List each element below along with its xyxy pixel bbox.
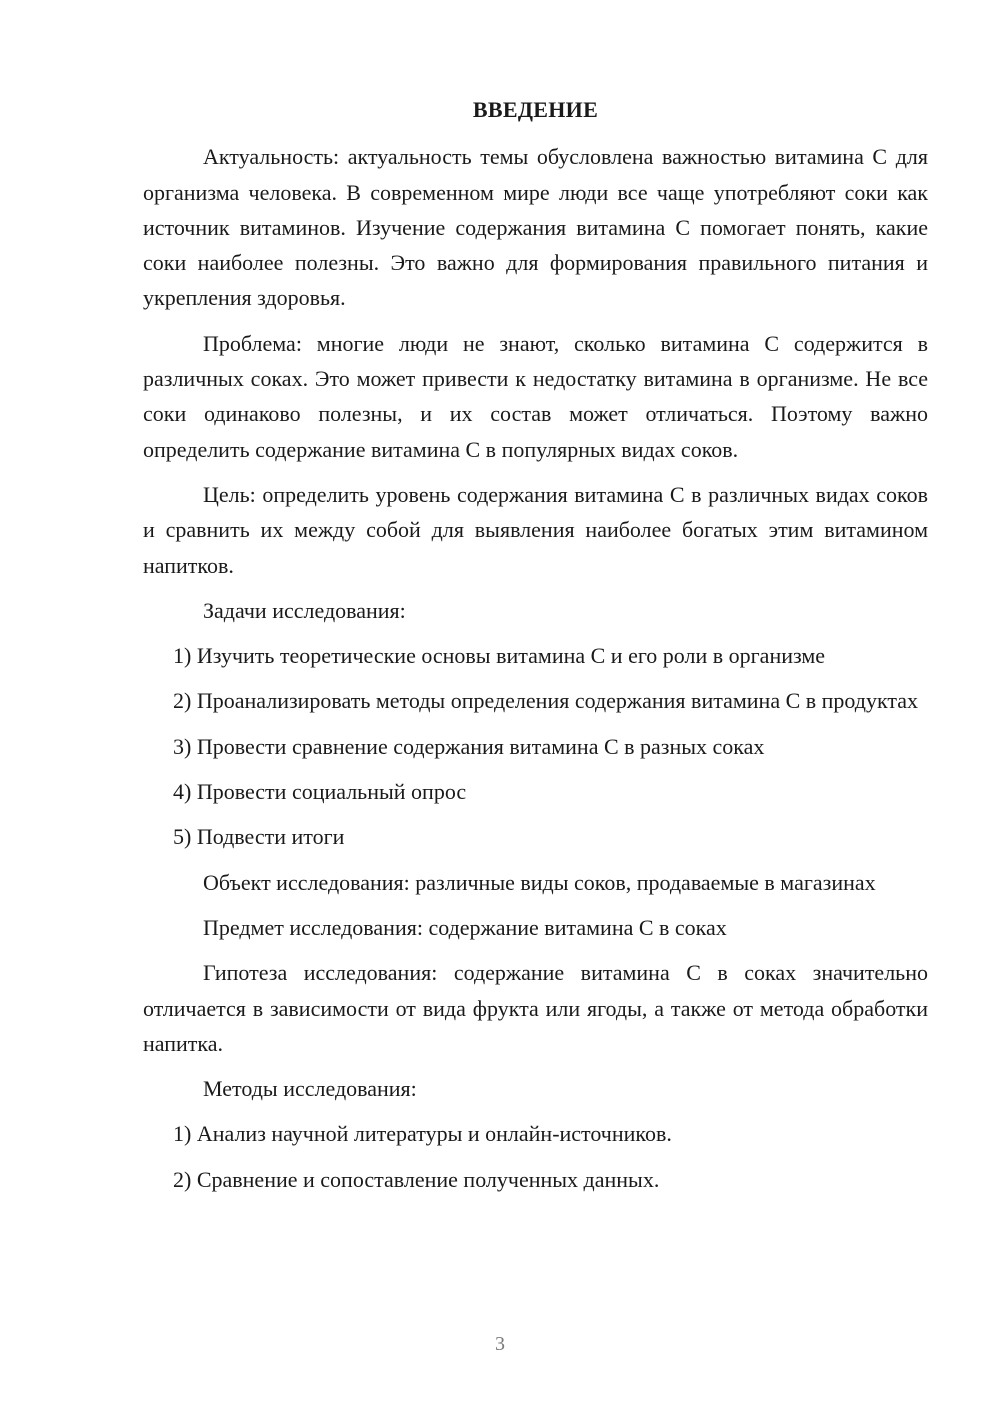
paragraph-subject: Предмет исследования: содержание витамина С в соках — [203, 914, 727, 940]
paragraph-relevance: Актуальность: актуальность темы обусловлена важностью витамина С для организма человека. В современном мире люди все чаще употребляют соки как источник витаминов. Изучение содержания витамина С помогает понять, какие соки наиболее полезны. Это важно для формирования правильного питания и укрепления здоровья. — [143, 144, 928, 311]
page-number: 3 — [495, 1333, 505, 1355]
task-item: 3) Провести сравнение содержания витамина С в разных соках — [173, 733, 765, 759]
section-title: ВВЕДЕНИЕ — [472, 97, 599, 122]
paragraph-hypothesis: Гипотеза исследования: содержание витамина С в соках значительно отличается в зависимости от вида фрукта или ягоды, а также от метода обработки напитка. — [143, 960, 928, 1056]
task-item: 2) Проанализировать методы определения содержания витамина С в продуктах — [173, 688, 919, 714]
paragraph-object: Объект исследования: различные виды соков, продаваемые в магазинах — [203, 869, 876, 895]
paragraph-problem: Проблема: многие люди не знают, сколько витамина С содержится в различных соках. Это может привести к недостатку витамина в организме. Не все соки одинаково полезны, и их состав может отличаться. Поэтому важно определить содержание витамина С в популярных видах соков. — [143, 330, 928, 462]
task-item: 1) Изучить теоретические основы витамина С и его роли в организме — [173, 643, 826, 669]
task-item: 4) Провести социальный опрос — [173, 779, 467, 805]
methods-heading: Методы исследования: — [203, 1076, 417, 1102]
paragraph-goal: Цель: определить уровень содержания витамина С в различных видах соков и сравнить их между собой для выявления наиболее богатых этим витамином напитков. — [143, 481, 928, 578]
method-item: 2) Сравнение и сопоставление полученных данных. — [173, 1166, 660, 1192]
tasks-heading: Задачи исследования: — [203, 597, 406, 623]
task-item: 5) Подвести итоги — [173, 824, 345, 850]
method-item: 1) Анализ научной литературы и онлайн-источников. — [173, 1121, 672, 1147]
document-page — [143, 92, 928, 1207]
